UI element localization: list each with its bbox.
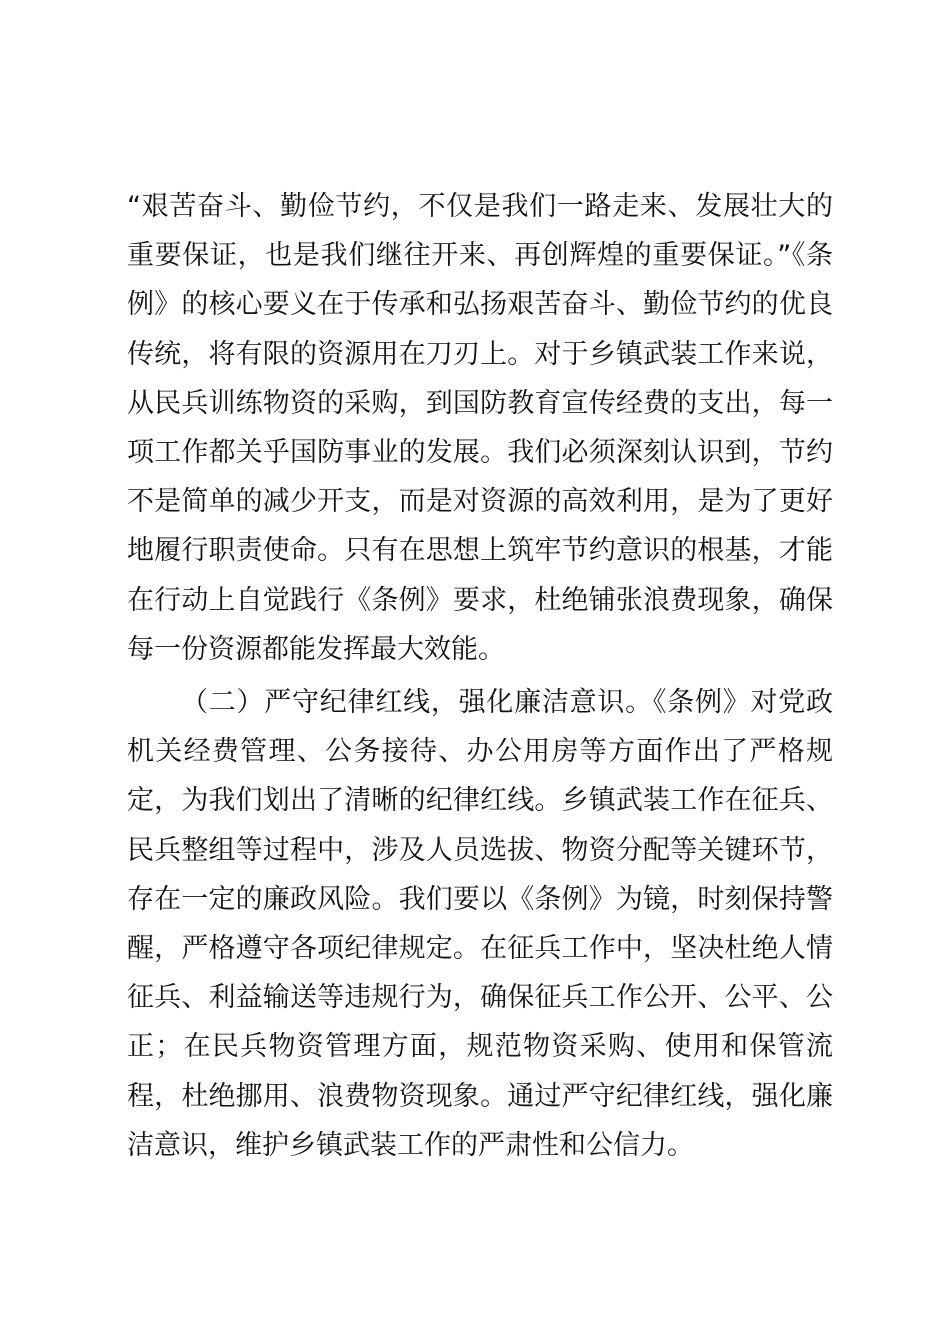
paragraph-frugality: “艰苦奋斗、勤俭节约，不仅是我们一路走来、发展壮大的重要保证，也是我们继往开来、再创辉煌的重要保证。”《条例》的核心要义在于传承和弘扬艰苦奋斗、勤俭节约的优良传统，将有限的资源用在刀刃上。对于乡镇武装工作来说，从民兵训练物资的采购，到国防教育宣传经费的支出，每一项工作都关乎国防事业的发展。我们必须深刻认识到，节约不是简单的减少开支，而是对资源的高效利用，是为了更好地履行职责使命。只有在思想上筑牢节约意识的根基，才能在行动上自觉践行《条例》要求，杜绝铺张浪费现象，确保每一份资源都能发挥最大效能。: [127, 191, 833, 665]
paragraph-discipline: （二）严守纪律红线，强化廉洁意识。《条例》对党政机关经费管理、公务接待、办公用房等方面作出了严格规定，为我们划出了清晰的纪律红线。乡镇武装工作在征兵、民兵整组等过程中，涉及人员选拔、物资分配等关键环节，存在一定的廉政风险。我们要以《条例》为镜，时刻保持警醒，严格遵守各项纪律规定。在征兵工作中，坚决杜绝人情征兵、利益输送等违规行为，确保征兵工作公开、公平、公正；在民兵物资管理方面，规范物资采购、使用和保管流程，杜绝挪用、浪费物资现象。通过严守纪律红线，强化廉洁意识，维护乡镇武装工作的严肃性和公信力。: [127, 687, 833, 1161]
